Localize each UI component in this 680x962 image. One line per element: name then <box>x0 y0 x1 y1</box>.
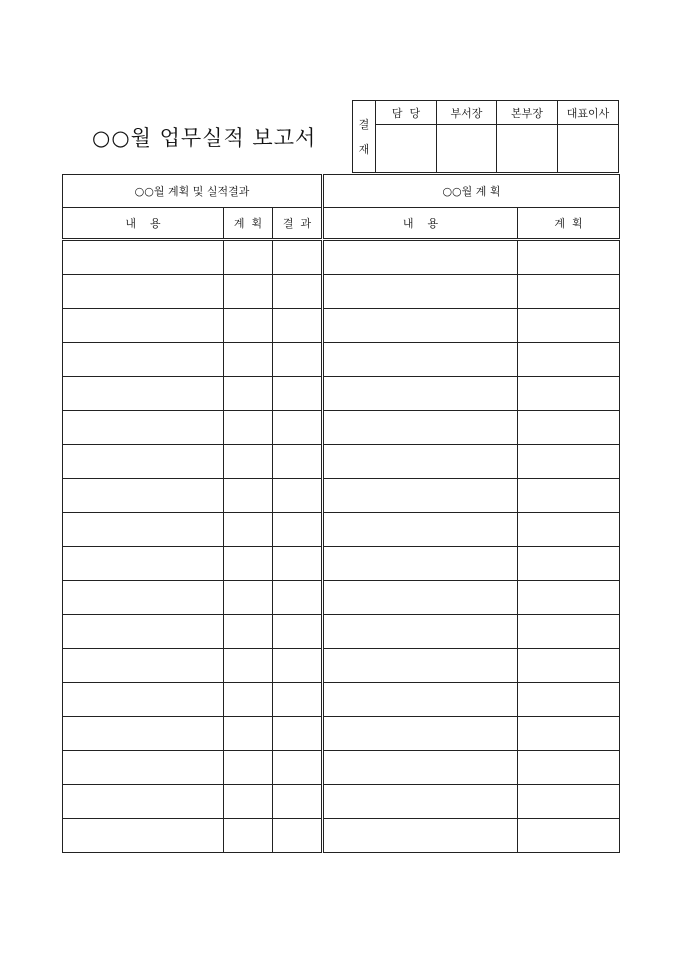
result-cell[interactable] <box>273 615 322 649</box>
result-cell[interactable] <box>273 275 322 309</box>
content-cell[interactable] <box>324 309 518 343</box>
plan-cell[interactable] <box>224 343 273 377</box>
left-col-result: 결 과 <box>273 208 322 240</box>
result-cell[interactable] <box>273 513 322 547</box>
left-results-table <box>62 174 322 853</box>
table-row <box>63 819 322 853</box>
content-cell[interactable] <box>324 717 518 751</box>
content-cell[interactable] <box>324 275 518 309</box>
content-cell[interactable] <box>324 377 518 411</box>
table-row <box>63 275 322 309</box>
left-col-content: 내 용 <box>63 208 224 240</box>
table-row <box>63 411 322 445</box>
plan-cell[interactable] <box>518 309 620 343</box>
table-row <box>63 581 322 615</box>
content-cell[interactable] <box>324 547 518 581</box>
table-row <box>63 751 322 785</box>
content-cell[interactable] <box>324 615 518 649</box>
content-cell[interactable] <box>324 581 518 615</box>
table-row <box>324 785 620 819</box>
content-cell[interactable] <box>324 343 518 377</box>
approval-header-division-head: 본부장 <box>497 101 558 125</box>
document-title: ○○월 업무실적 보고서 <box>92 126 317 150</box>
plan-cell[interactable] <box>224 411 273 445</box>
plan-cell[interactable] <box>518 343 620 377</box>
result-cell[interactable] <box>273 479 322 513</box>
content-cell[interactable] <box>324 785 518 819</box>
result-cell[interactable] <box>273 785 322 819</box>
result-cell[interactable] <box>273 343 322 377</box>
plan-cell[interactable] <box>518 751 620 785</box>
result-cell[interactable] <box>273 309 322 343</box>
table-row <box>63 615 322 649</box>
table-row <box>63 717 322 751</box>
content-cell[interactable] <box>63 240 224 275</box>
plan-cell[interactable] <box>518 615 620 649</box>
right-plan-table <box>323 174 620 853</box>
content-cell[interactable] <box>63 751 224 785</box>
content-cell[interactable] <box>324 240 518 275</box>
table-row <box>63 479 322 513</box>
plan-cell[interactable] <box>518 785 620 819</box>
right-col-content: 내 용 <box>324 208 518 240</box>
table-row <box>63 309 322 343</box>
approval-sign-dept-head[interactable] <box>437 125 497 173</box>
table-row <box>324 309 620 343</box>
table-row <box>324 343 620 377</box>
plan-cell[interactable] <box>224 275 273 309</box>
left-col-plan: 계 획 <box>224 208 273 240</box>
plan-cell[interactable] <box>224 377 273 411</box>
left-section-title: ○○월 계획 및 실적결과 <box>63 175 322 208</box>
content-cell[interactable] <box>324 445 518 479</box>
content-cell[interactable] <box>324 411 518 445</box>
approval-box <box>352 100 619 173</box>
table-row <box>63 547 322 581</box>
approval-header-ceo: 대표이사 <box>558 101 619 125</box>
content-cell[interactable] <box>63 445 224 479</box>
plan-cell[interactable] <box>518 649 620 683</box>
content-cell[interactable] <box>324 513 518 547</box>
plan-cell[interactable] <box>518 479 620 513</box>
plan-cell[interactable] <box>224 309 273 343</box>
plan-cell[interactable] <box>224 785 273 819</box>
approval-side-char-2: 재 <box>358 142 370 156</box>
plan-cell[interactable] <box>518 275 620 309</box>
approval-sign-ceo[interactable] <box>558 125 619 173</box>
table-row <box>63 343 322 377</box>
plan-cell[interactable] <box>224 751 273 785</box>
plan-cell[interactable] <box>518 683 620 717</box>
content-cell[interactable] <box>63 377 224 411</box>
result-cell[interactable] <box>273 683 322 717</box>
plan-cell[interactable] <box>224 581 273 615</box>
content-cell[interactable] <box>63 649 224 683</box>
table-row <box>324 819 620 853</box>
result-cell[interactable] <box>273 649 322 683</box>
table-row <box>324 479 620 513</box>
plan-cell[interactable] <box>224 717 273 751</box>
content-cell[interactable] <box>63 717 224 751</box>
table-row <box>324 275 620 309</box>
content-cell[interactable] <box>63 819 224 853</box>
result-cell[interactable] <box>273 240 322 275</box>
approval-header-staff: 담 당 <box>376 101 437 125</box>
plan-cell[interactable] <box>518 717 620 751</box>
content-cell[interactable] <box>63 275 224 309</box>
content-cell[interactable] <box>63 411 224 445</box>
result-cell[interactable] <box>273 819 322 853</box>
plan-cell[interactable] <box>224 547 273 581</box>
content-cell[interactable] <box>63 615 224 649</box>
content-cell[interactable] <box>63 309 224 343</box>
plan-cell[interactable] <box>518 377 620 411</box>
result-cell[interactable] <box>273 581 322 615</box>
approval-header-dept-head: 부서장 <box>437 101 497 125</box>
right-section-title: ○○월 계 획 <box>324 175 620 208</box>
approval-side-char-1: 결 <box>358 117 370 131</box>
content-cell[interactable] <box>63 785 224 819</box>
content-cell[interactable] <box>63 479 224 513</box>
table-row <box>63 785 322 819</box>
table-row <box>63 513 322 547</box>
plan-cell[interactable] <box>224 240 273 275</box>
plan-cell[interactable] <box>518 411 620 445</box>
approval-sign-division-head[interactable] <box>497 125 558 173</box>
table-row <box>324 751 620 785</box>
content-cell[interactable] <box>63 513 224 547</box>
content-cell[interactable] <box>63 581 224 615</box>
table-row <box>63 683 322 717</box>
result-cell[interactable] <box>273 445 322 479</box>
right-col-plan: 계 획 <box>518 208 620 240</box>
content-cell[interactable] <box>63 343 224 377</box>
table-row <box>324 615 620 649</box>
plan-cell[interactable] <box>224 649 273 683</box>
plan-cell[interactable] <box>224 445 273 479</box>
result-cell[interactable] <box>273 547 322 581</box>
plan-cell[interactable] <box>224 819 273 853</box>
content-cell[interactable] <box>63 547 224 581</box>
table-row <box>324 547 620 581</box>
plan-cell[interactable] <box>518 445 620 479</box>
table-row <box>324 683 620 717</box>
result-cell[interactable] <box>273 717 322 751</box>
approval-sign-staff[interactable] <box>376 125 437 173</box>
table-row <box>324 240 620 275</box>
plan-cell[interactable] <box>518 513 620 547</box>
approval-side-label <box>353 101 376 173</box>
table-row <box>63 377 322 411</box>
table-row <box>324 513 620 547</box>
plan-cell[interactable] <box>518 547 620 581</box>
plan-cell[interactable] <box>224 615 273 649</box>
table-row <box>63 445 322 479</box>
table-row <box>324 377 620 411</box>
plan-cell[interactable] <box>224 479 273 513</box>
table-row <box>63 240 322 275</box>
table-row <box>324 411 620 445</box>
result-cell[interactable] <box>273 751 322 785</box>
table-row <box>324 649 620 683</box>
content-cell[interactable] <box>324 751 518 785</box>
content-cell[interactable] <box>324 819 518 853</box>
result-cell[interactable] <box>273 411 322 445</box>
plan-cell[interactable] <box>518 240 620 275</box>
table-row <box>324 717 620 751</box>
content-cell[interactable] <box>324 479 518 513</box>
plan-cell[interactable] <box>224 513 273 547</box>
plan-cell[interactable] <box>518 581 620 615</box>
result-cell[interactable] <box>273 377 322 411</box>
table-row <box>324 445 620 479</box>
plan-cell[interactable] <box>224 683 273 717</box>
plan-cell[interactable] <box>518 819 620 853</box>
table-row <box>63 649 322 683</box>
content-cell[interactable] <box>63 683 224 717</box>
table-row <box>324 581 620 615</box>
content-cell[interactable] <box>324 649 518 683</box>
content-cell[interactable] <box>324 683 518 717</box>
